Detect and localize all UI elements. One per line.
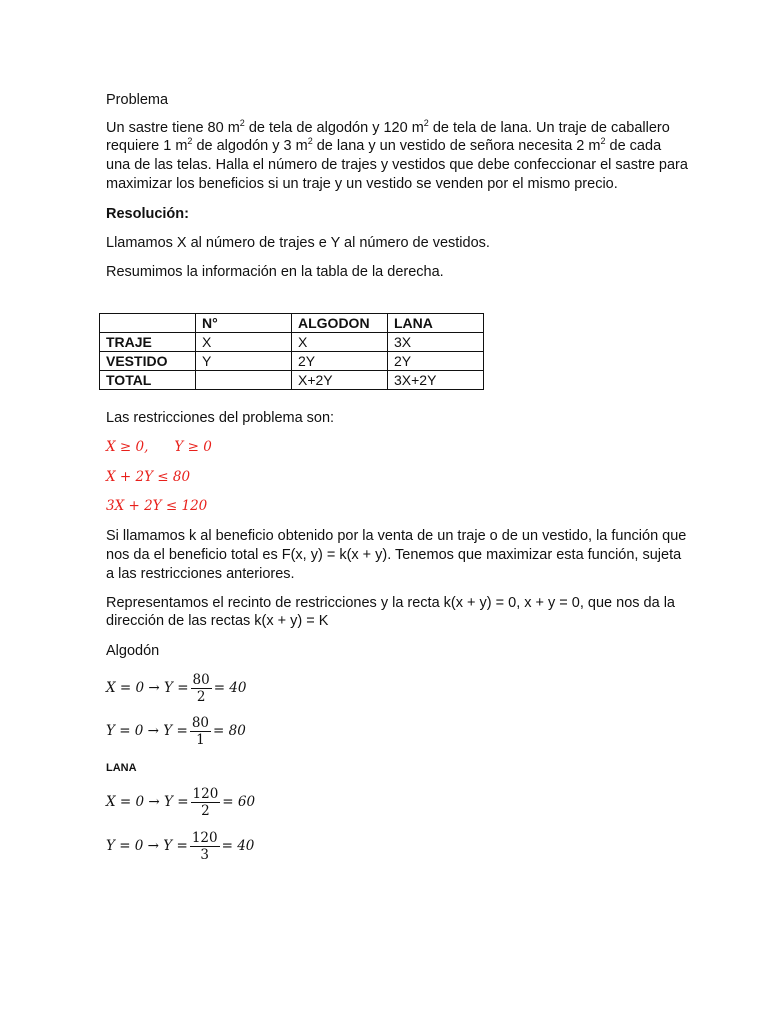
- restriction-x: X ≥ 0,: [106, 439, 149, 455]
- table-cell: [100, 314, 196, 333]
- superscript: 2: [423, 118, 429, 128]
- table-row-label: TRAJE: [100, 333, 196, 352]
- resolution-heading: Resolución:: [106, 206, 189, 222]
- algodon-equation-1: [106, 668, 246, 708]
- fraction: [191, 672, 212, 705]
- statement-line-4: maximizar los beneficios si un traje y un vestido se venden por el mismo precio.: [106, 176, 618, 192]
- paragraph-k-line-2: nos da el beneficio total es F(x, y) = k(x + y). Tenemos que maximizar esta función, sujeta: [106, 547, 682, 563]
- equation-rhs: = 80: [213, 723, 246, 739]
- equation-rhs: = 40: [221, 838, 255, 854]
- information-table: [99, 313, 484, 390]
- fraction-numerator: 120: [191, 829, 218, 846]
- table-cell: X: [196, 333, 292, 352]
- table-header-row: [100, 314, 484, 333]
- fraction-numerator: 120: [192, 785, 219, 802]
- statement-text: requiere 1 m: [106, 138, 188, 154]
- table-cell: 2Y: [388, 352, 484, 371]
- table-header-cell: N°: [196, 314, 292, 333]
- statement-text: de tela de algodón y 120 m: [244, 120, 424, 136]
- paragraph-rep-line-1: Representamos el recinto de restricciones y la recta k(x + y) = 0, x + y = 0, que nos da la: [106, 595, 675, 611]
- problem-title: Problema: [106, 92, 169, 108]
- table-row: [100, 371, 484, 390]
- equation-lhs: X = 0 → Y =: [106, 680, 189, 696]
- algodon-label: Algodón: [106, 643, 160, 659]
- equation-lhs: Y = 0 → Y =: [106, 838, 188, 854]
- table-row: [100, 333, 484, 352]
- statement-text: de algodón y 3 m: [192, 138, 308, 154]
- table-cell: 3X: [388, 333, 484, 352]
- lana-equation-1: [106, 782, 255, 822]
- table-cell: [196, 371, 292, 390]
- algodon-equation-2: [106, 711, 246, 751]
- table-cell: X+2Y: [292, 371, 388, 390]
- statement-text: de cada: [605, 138, 662, 154]
- fraction: [190, 830, 220, 863]
- paragraph-rep-line-2: dirección de las rectas k(x + y) = K: [106, 613, 329, 629]
- table-row-label: VESTIDO: [100, 352, 196, 371]
- table-row: [100, 352, 484, 371]
- fraction-numerator: 80: [191, 714, 209, 731]
- statement-text: Un sastre tiene 80 m: [106, 120, 240, 136]
- lana-equation-2: [106, 826, 254, 866]
- table-row-label: TOTAL: [100, 371, 196, 390]
- fraction-denominator: 2: [201, 802, 210, 819]
- fraction-denominator: 2: [196, 688, 206, 705]
- statement-line-2: [106, 137, 661, 155]
- superscript: 2: [600, 136, 606, 146]
- fraction-numerator: 80: [192, 671, 210, 688]
- restriction-3: 3X + 2Y ≤ 120: [106, 498, 208, 514]
- superscript: 2: [239, 118, 245, 128]
- superscript: 2: [187, 136, 193, 146]
- equation-lhs: X = 0 → Y =: [106, 794, 189, 810]
- statement-text: de tela de lana. Un traje de caballero: [428, 120, 670, 136]
- restriction-1: [106, 438, 212, 456]
- fraction: [190, 715, 211, 748]
- table-cell: 3X+2Y: [388, 371, 484, 390]
- fraction: [191, 786, 221, 819]
- equation-rhs: = 60: [222, 794, 256, 810]
- table-cell: 2Y: [292, 352, 388, 371]
- paragraph-k-line-1: Si llamamos k al beneficio obtenido por la venta de un traje o de un vestido, la función que: [106, 528, 687, 544]
- restrictions-intro: Las restricciones del problema son:: [106, 410, 335, 426]
- intro-line-2: Resumimos la información en la tabla de la derecha.: [106, 264, 444, 280]
- statement-line-1: [106, 119, 670, 137]
- table-header-cell: ALGODON: [292, 314, 388, 333]
- table-header-cell: LANA: [388, 314, 484, 333]
- statement-line-3: una de las telas. Halla el número de trajes y vestidos que debe confeccionar el sastre para: [106, 157, 688, 173]
- paragraph-k-line-3: a las restricciones anteriores.: [106, 566, 295, 582]
- restriction-y: Y ≥ 0: [174, 439, 212, 455]
- table-cell: X: [292, 333, 388, 352]
- superscript: 2: [307, 136, 313, 146]
- fraction-denominator: 1: [196, 731, 205, 748]
- lana-label: LANA: [106, 762, 137, 774]
- equation-rhs: = 40: [213, 680, 247, 696]
- intro-line-1: Llamamos X al número de trajes e Y al número de vestidos.: [106, 235, 490, 251]
- restriction-2: X + 2Y ≤ 80: [106, 469, 191, 485]
- table-cell: Y: [196, 352, 292, 371]
- statement-text: de lana y un vestido de señora necesita 2 m: [312, 138, 601, 154]
- equation-lhs: Y = 0 → Y =: [106, 723, 188, 739]
- fraction-denominator: 3: [200, 846, 209, 863]
